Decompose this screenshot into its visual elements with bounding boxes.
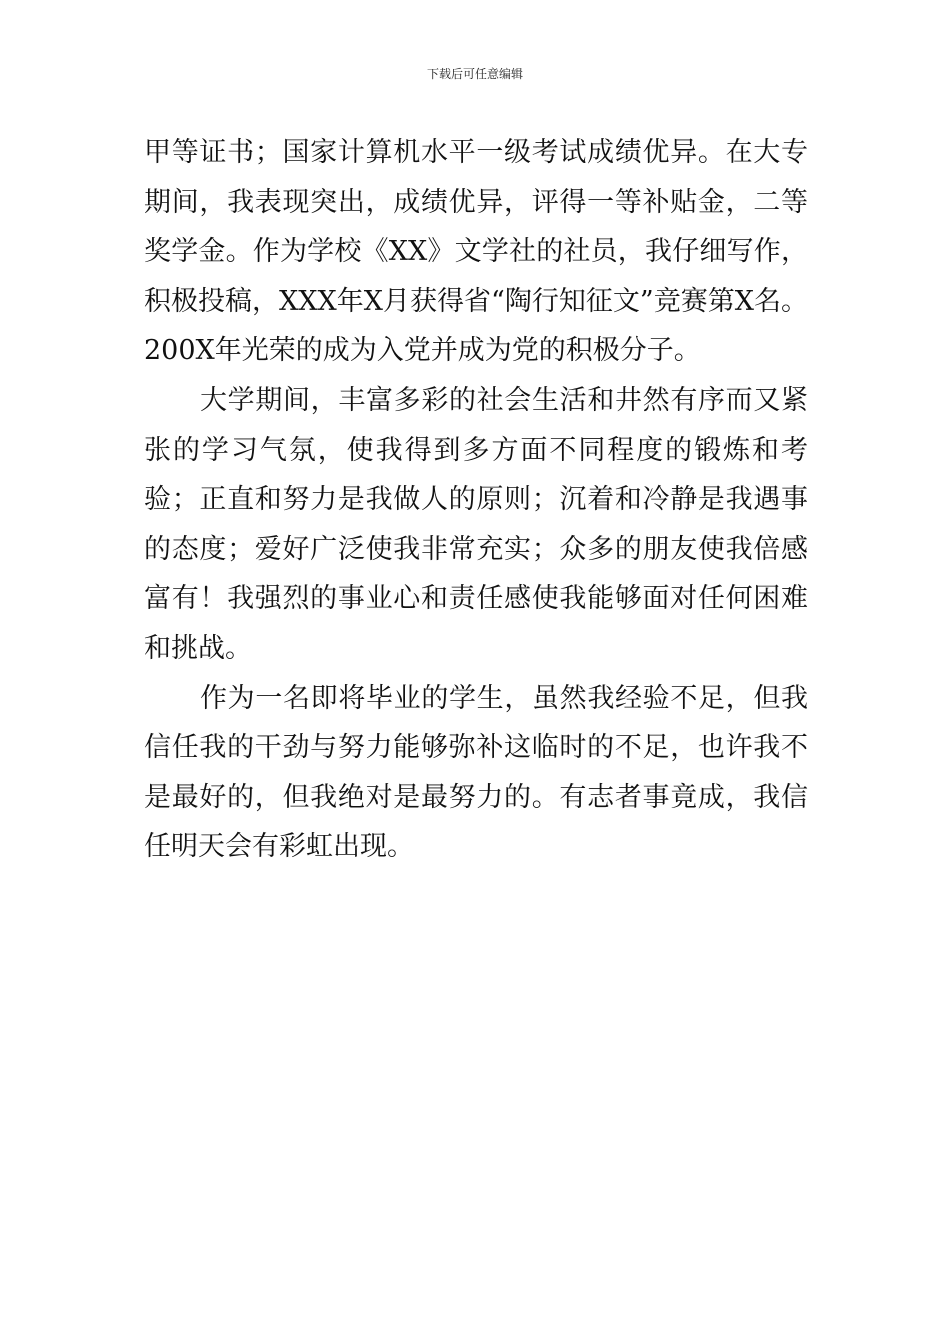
paragraph-closing: 作为一名即将毕业的学生，虽然我经验不足，但我信任我的干劲与努力能够弥补这临时的不足，也许我不是最好的，但我绝对是最努力的。有志者事竟成，我信任明天会有彩虹出现。 bbox=[144, 682, 808, 863]
header-note: 下载后可任意编辑 bbox=[426, 67, 523, 81]
paragraph-continued: 甲等证书；国家计算机水平一级考试成绩优异。在大专期间，我表现突出，成绩优异，评得一等补贴金，二等奖学金。作为学校《XX》文学社的社员，我仔细写作，积极投稿，XXX年X月获得省“陶行知征文”竞赛第X名。200X年光荣的成为入党并成为党的积极分子。 bbox=[144, 137, 808, 367]
document-body bbox=[144, 128, 808, 872]
paragraph-university-life: 大学期间，丰富多彩的社会生活和井然有序而又紧张的学习气氛，使我得到多方面不同程度的锻炼和考验；正直和努力是我做人的原则；沉着和冷静是我遇事的态度；爱好广泛使我非常充实；众多的朋友使我倍感富有！我强烈的事业心和责任感使我能够面对任何困难和挑战。 bbox=[144, 384, 808, 664]
